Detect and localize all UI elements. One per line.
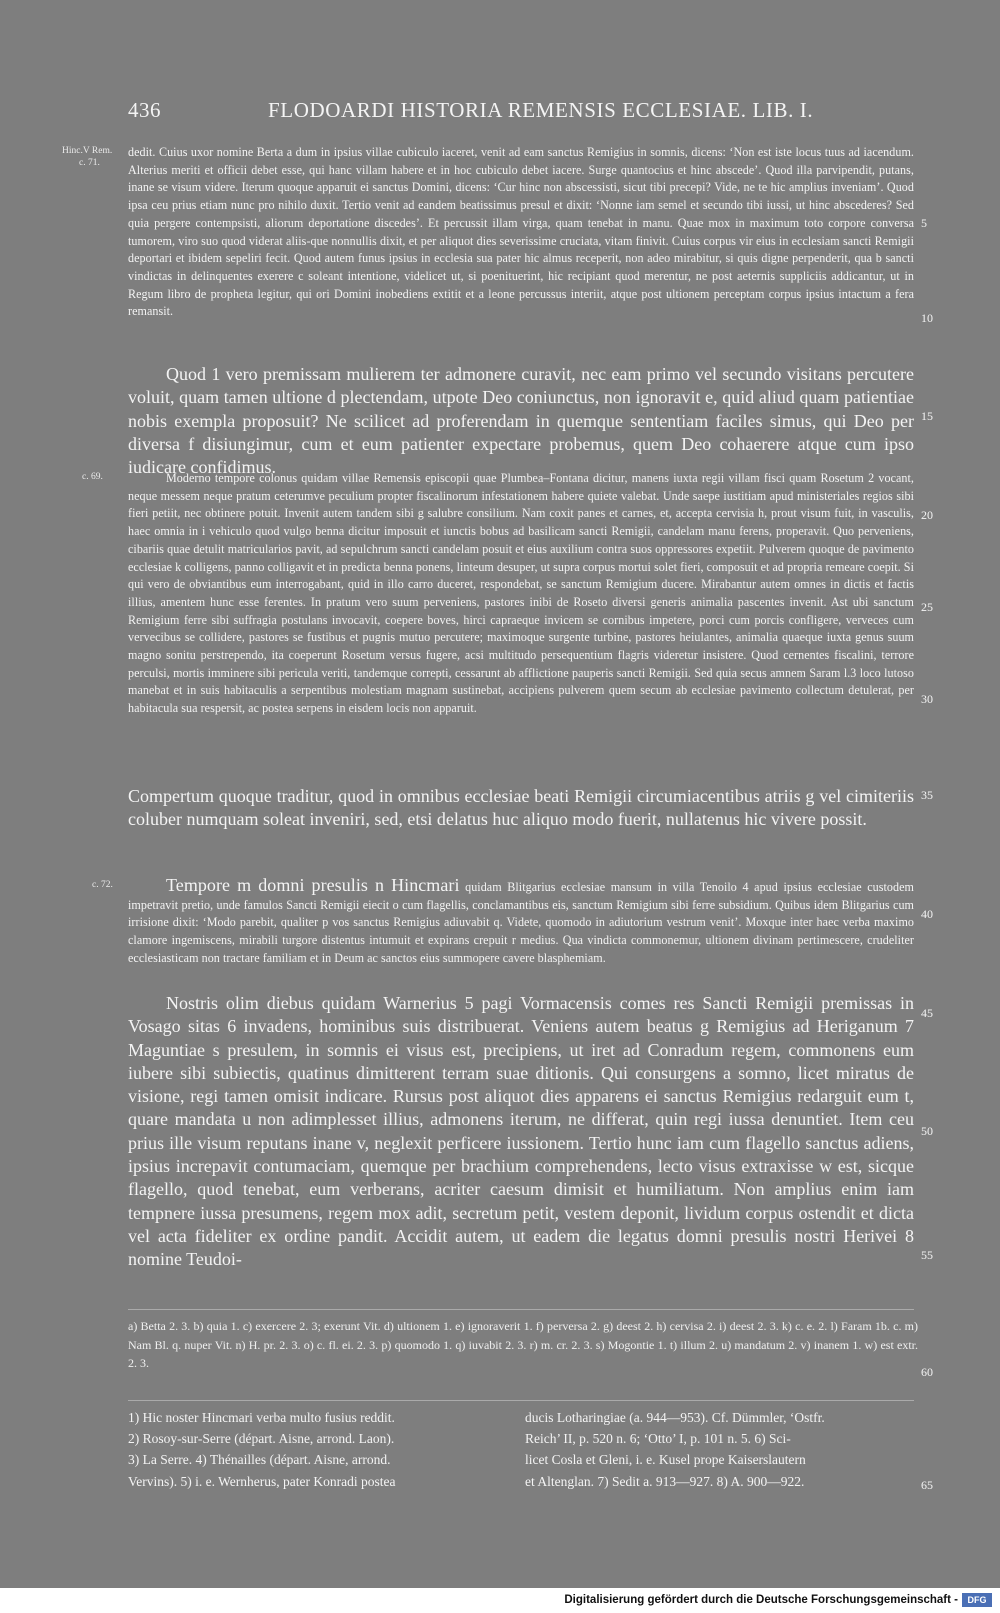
line-number: 45 <box>921 1006 933 1020</box>
footnote-rule <box>128 1400 914 1401</box>
running-header <box>128 98 914 128</box>
paragraph-berta-small <box>128 144 914 321</box>
paragraph-berta-large <box>128 363 914 479</box>
margin-ref-c72: c. 72. <box>92 880 113 890</box>
line-number: 60 <box>921 1365 933 1379</box>
line-number: 40 <box>921 907 933 921</box>
paragraph-text: Compertum quoque traditur, quod in omnibus ecclesiae beati Remigii circumiacentibus atriis g vel cimiteriis coluber numquam soleat inveniri, sed, etsi delatus huc aliquo modo fuerit, nullatenus hic vivere possit. <box>128 786 914 830</box>
margin-ref-hinc: Hinc.V Rem. <box>62 146 113 156</box>
paragraph-text: Quod 1 vero premissam mulierem ter admonere curavit, nec eam primo vel secundo visitans percutere voluit, quam tamen ultione d plectendam, utpote Deo coniunctus, non ignoravit e, quid aliud quam patientiae nobis exempla proposuit? Ne scilicet ad proferendam in quemque sententiam faciles simus, qui Deo per diversa f disiungimur, cum et eum patienter expectare probemus, quem Deo cohaerere atque cum ipso iudicare confidimus. <box>128 364 914 478</box>
paragraph-text: quidam Blitgarius ecclesiae mansum in villa Tenoilo 4 apud ipsius ecclesiae custodem impetravit pretio, unde famulos Sancti Remigii eiecit o cum flagellis, conclamantibus eis, sanctum Remigium sibi ferre subsidium. Quibus idem Blitgarius cum irrisione dixit: ‘Modo parebit, qualiter p vos sanctus Remigius adiuvabit q. Videte, quomodo in adiutorium vestrum venit’. Moxque inter haec verba maximo clamore ingemiscens, mirabili turgore distentus intumuit et expirans crepuit r medius. Qua vindicta commonemur, ultionem divinam pertimescere, crudeliter ecclesiasticam non tractare familiam et in Deum ac sanctos eius summopere cavere blasphemiam. <box>128 880 914 965</box>
line-number: 25 <box>921 600 933 614</box>
footnotes-left <box>128 1407 508 1492</box>
footnote-line: licet Cosla et Gleni, i. e. Kusel prope Kaiserslautern <box>525 1452 806 1468</box>
footnote-line: 3) La Serre. 4) Thénailles (départ. Aisne, arrond. <box>128 1452 391 1468</box>
margin-ref-c71: c. 71. <box>79 158 100 168</box>
line-number: 65 <box>921 1478 933 1492</box>
line-number: 10 <box>921 311 933 325</box>
funding-credit: Digitalisierung gefördert durch die Deutsche Forschungsgemeinschaft - <box>564 1594 958 1606</box>
footnote-line: 2) Rosoy-sur-Serre (départ. Aisne, arrond. Laon). <box>128 1431 395 1447</box>
line-number: 50 <box>921 1124 933 1138</box>
paragraph-text: Moderno tempore colonus quidam villae Remensis episcopii quae Plumbea–Fontana dicitur, manens iuxta regii villam fisci quam Rosetum 2 vocant, neque messem neque pratum ceterumve peculium propter fiscalinorum infestationem habere quiete valebat. Unde saepe iustitiam apud ministeriales regios sibi fieri petiit, nec obtinere potuit. Invenit autem tandem sibi g salubre consilium. Nam coxit panes et carnes, et, accepta cervisia h, prout visum fuit, in vasculis, haec omnia in i vehiculo quod vulgo benna dicitur imposuit et iunctis bobus ad basilicam sancti Remigii, candelam manu ferens, properavit. Quo perveniens, cibariis quae detulit matricularios pavit, ad sepulchrum sancti candelam posuit et eius auxilium contra suos oppressores expetiit. Pulverem quoque de pavimento ecclesiae k colligens, panno colligavit et in predicta benna ponens, linteum desuper, ut supra corpus mortui solet fieri, composuit et ad propria remeare coepit. Si qui vero de obviantibus eum interrogabant, quid in illo carro duceret, respondebat, se sanctum Remigium ducere. Mirabantur autem omnes in dictis et factis illius, amentem hunc esse ferentes. In pratum vero suum perveniens, pastores inibi de Roseto diversi generis animalia pascentes invenit. Ast ubi sanctum Remigium ferre sibi suffragia postulans invocavit, coepere boves, hirci capraeque invicem se cornibus impetere, porci cum porcis confligere, verveces cum vervecibus se collidere, pastores se fustibus et pugnis mutuo percutere; maximoque surgente turbine, pastores heiulantes, animalia quaeque iuxta genus suum magno sonitu perstrependo, ita coeperunt Rosetum versus fugere, acsi multitudo persequentium flagris videretur insistere. Quod cernentes fiscalini, terrore perculsi, mortis imminere sibi pericula veriti, tandemque correpti, cessarunt ab afflictione pauperis sancti Remigii. Sed quia secus amnem Saram l.3 loco lutoso manebat et in suis habitaculis a serpentibus molestiam magnam sustinebat, accipiens pulverem quem secum ab ecclesiae pavimento collectum detulerat, per habitacula sua respersit, ac postea serpens in eisdem locis non apparuit. <box>128 471 914 716</box>
footnote-line: Reich’ II, p. 520 n. 6; ‘Otto’ I, p. 101 n. 5. 6) Sci- <box>525 1431 791 1447</box>
line-number: 15 <box>921 409 933 423</box>
paragraph-text: Nostris olim diebus quidam Warnerius 5 pagi Vormacensis comes res Sancti Remigii premissas in Vosago sitas 6 invadens, hominibus suis distribuerat. Veniens autem beatus g Remigius ad Heriganum 7 Maguntiae s presulem, in somnis ei visus est, precipiens, ut iret ad Conradum regem, commonens eum iubere sibi subiectis, quatinus dimitterent terram suae ditionis. Qui consurgens a somno, licet miratus de visione, regi tamen omisit indicare. Rursus post aliquot dies apparens ei sanctus Remigius redarguit eum t, quare mandata u non adimplesset illius, admonens iterum, ne differat, quin regi iussa denuntiet. Item ceu prius ille visum reputans inane v, neglexit perficere iussionem. Tertio hunc iam cum flagello sanctus adiens, ipsius increpavit contumaciam, quemque per brachium comprehendens, lecto visus extraxisse w est, sicque flagello, quod tenebat, eum verberans, acriter caesum dimisit et humiliatum. Non amplius enim iam tempnere iussa presumens, regem mox adit, secretum petit, vestem deponit, lividum corpus ostendit et dicta vel acta fideliter ex ordine pandit. Accidit autem, ut eadem die legatus domni presulis nostri Herivei 8 nomine Teudoi- <box>128 993 914 1270</box>
line-number: 30 <box>921 692 933 706</box>
line-number: 55 <box>921 1248 933 1262</box>
line-number: 20 <box>921 508 933 522</box>
margin-ref-c69: c. 69. <box>82 472 103 482</box>
paragraph-colonus-small <box>128 470 914 718</box>
line-number: 5 <box>921 216 927 230</box>
page-number: 436 <box>128 98 161 122</box>
running-title: FLODOARDI HISTORIA REMENSIS ECCLESIAE. LIB. I. <box>268 98 814 122</box>
paragraph-text: dedit. Cuius uxor nomine Berta a dum in ipsius villae cubiculo iaceret, venit ad eam sanctus Remigius in somnis, dicens: ‘Non est iste locus tuus ad iacendum. Alterius meriti et officii debet esse, qui hanc villam habere et in hoc cubiculo debet iacere. Surge quantocius et hinc abscede’. Quod illa parvipendit, putans, inane se visum videre. Iterum quoque apparuit ei sanctus Domini, dicens: ‘Cur hinc non abscessisti, sicut tibi precepi? Vide, ne te hic amplius inveniam’. Quod ipsa ceu prius etiam nunc pro nihilo duxit. Tertio venit ad eandem beatissimus presul et dixit: ‘Nonne iam semel et secundo tibi iussi, ut hinc abscederes? Sed quia pergere contempsisti, aliorum deportatione discedes’. Et percussit illam virga, quam tenebat in manu. Quae mox in maximum toto corpore conversa tumorem, viro suo quod viderat aliis-que nonnullis dixit, et per aliquot dies severissime cruciata, vitam finivit. Cuius corpus vir eius in ecclesiam sancti Remigii deportari et ibidem sepeliri fecit. Quod autem funus ipsius in ecclesia sua pater hic almus receperit, non adeo mirabitur, si quis digne perpenderit, qua b sancti vindictas in delinquentes exerere c soleant intentione, videlicet ut, si poenituerint, hic recipiant quod merentur, ne post aeternis suppliciis addicantur, ut in Regum libro de propheta legitur, qui ori Domini inobediens extitit et a leone percussus interiit, atque post ultionem perceptam corpus ipsius intactum a fera remansit. <box>128 145 914 319</box>
footnote-line: ducis Lotharingiae (a. 944—953). Cf. Dümmler, ‘Ostfr. <box>525 1410 825 1425</box>
apparatus-rule <box>128 1309 914 1310</box>
line-number: 35 <box>921 788 933 802</box>
footnote-line: et Altenglan. 7) Sedit a. 913—927. 8) A. 900—922. <box>525 1473 805 1489</box>
dfg-logo: DFG <box>962 1593 992 1607</box>
paragraph-blitgarius <box>128 877 914 968</box>
critical-apparatus <box>128 1317 918 1373</box>
paragraph-warnerius <box>128 992 914 1272</box>
footnotes-right <box>525 1407 920 1492</box>
footnote-line: 1) Hic noster Hincmari verba multo fusius reddit. <box>128 1410 395 1425</box>
apparatus-text: a) Betta 2. 3. b) quia 1. c) exercere 2. 3; exerunt Vit. d) ultionem 1. e) ignoraverit 1. f) perversa 2. g) deest 2. h) cervisa 2. i) deest 2. 3. k) c. e. 2. l) Faram 1b. c. m) Nam Bl. q. nuper Vit. n) H. pr. 2. 3. o) c. fl. ei. 2. 3. p) quomodo 1. q) iuvabit 2. 3. r) m. cr. 2. 3. s) Mogontie 1. t) illum 2. u) mandatum 2. v) inanem 1. w) est extr. 2. 3. <box>128 1319 918 1370</box>
paragraph-colonus-large <box>128 785 914 832</box>
paragraph-lead: Tempore m domni presulis n Hincmari <box>166 875 460 895</box>
footnote-line: Vervins). 5) i. e. Wernherus, pater Konradi postea <box>128 1473 396 1489</box>
digitization-footer <box>0 1588 1000 1613</box>
